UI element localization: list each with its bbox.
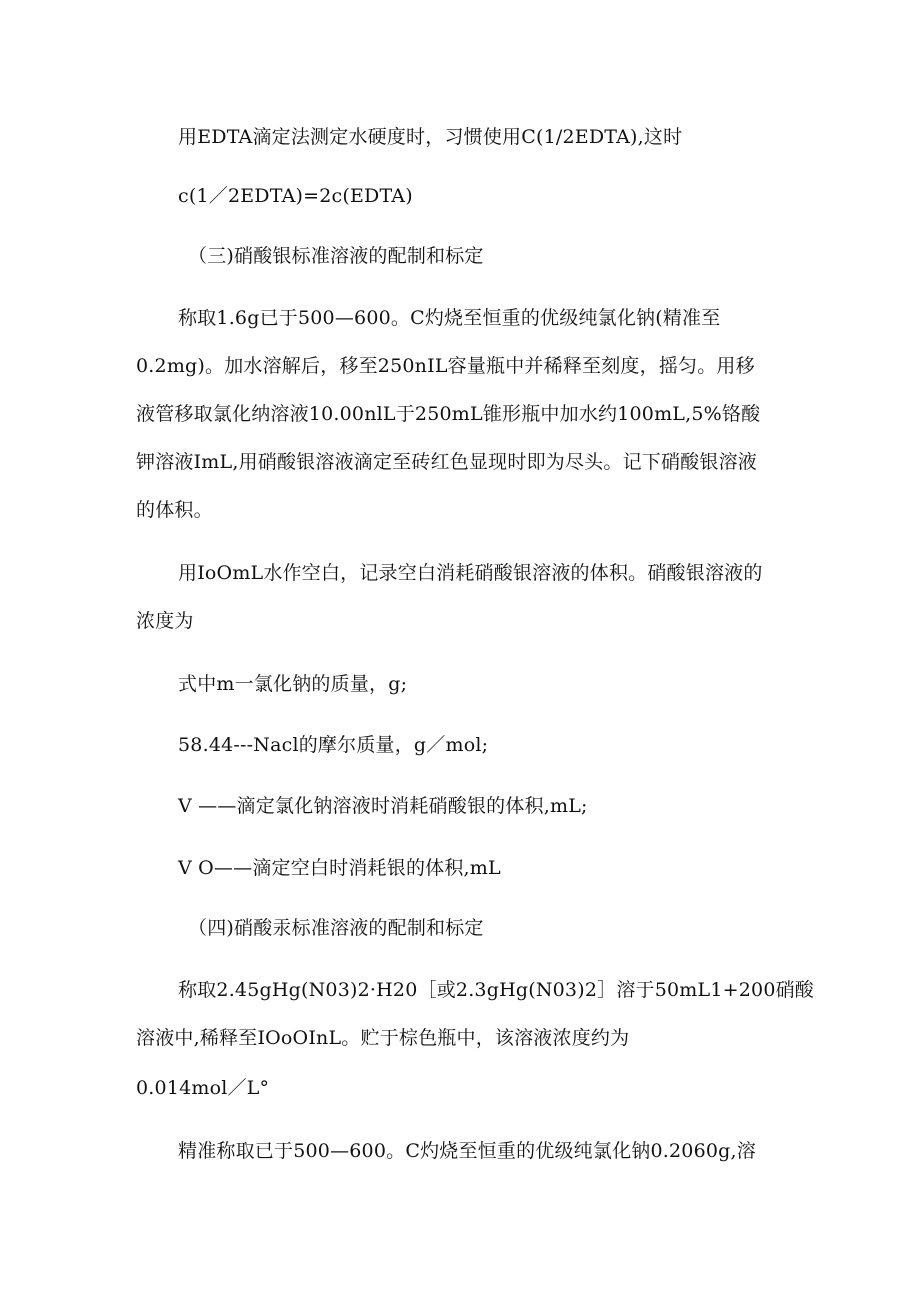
paragraph-line: 的体积。 xyxy=(136,499,213,521)
paragraph-line: 浓度为 xyxy=(136,610,194,632)
section-heading-mercury-nitrate: （四)硝酸汞标准溶液的配制和标定 xyxy=(188,917,484,939)
paragraph-line: 液管移取氯化纳溶液10.00nlL于250mL锥形瓶中加水约100mL,5%铬酸 xyxy=(136,403,761,425)
paragraph-edta-hardness: 用EDTA滴定法测定水硬度时，习惯使用C(1/2EDTA),这时 xyxy=(178,126,683,148)
formula-variable-molar-mass: 58.44---Nacl的摩尔质量，g／mol; xyxy=(178,734,489,756)
formula-variable-v0: V O——滴定空白时消耗银的体积,mL xyxy=(178,857,501,879)
formula-variable-m: 式中m一氯化钠的质量，g; xyxy=(178,673,408,695)
formula-variable-v: V ——滴定氯化钠溶液时消耗硝酸银的体积,mL; xyxy=(178,795,588,817)
paragraph-line: 精准称取已于500—600。C灼烧至恒重的优级纯氯化钠0.2060g,溶 xyxy=(178,1140,756,1162)
paragraph-line: 溶液中,稀释至IOoOInL。贮于棕色瓶中，该溶液浓度约为 xyxy=(136,1027,630,1049)
paragraph-line: 0.2mg)。加水溶解后，移至250nIL容量瓶中并稀释至刻度，摇匀。用移 xyxy=(136,355,755,377)
paragraph-line: 用IoOmL水作空白，记录空白消耗硝酸银溶液的体积。硝酸银溶液的 xyxy=(178,562,763,584)
formula-edta-concentration: c(1／2EDTA)=2c(EDTA) xyxy=(178,185,413,207)
paragraph-line: 称取2.45gHg(N03)2·H20［或2.3gHg(N03)2］溶于50mL1+200硝酸 xyxy=(178,979,815,1001)
paragraph-line: 称取1.6g已于500—600。C灼烧至恒重的优级纯氯化钠(精准至 xyxy=(178,307,721,329)
paragraph-line: 0.014mol／L° xyxy=(136,1077,270,1099)
paragraph-line: 钾溶液ImL,用硝酸银溶液滴定至砖红色显现时即为尽头。记下硝酸银溶液 xyxy=(136,451,757,473)
section-heading-silver-nitrate: （三)硝酸银标准溶液的配制和标定 xyxy=(188,245,484,267)
